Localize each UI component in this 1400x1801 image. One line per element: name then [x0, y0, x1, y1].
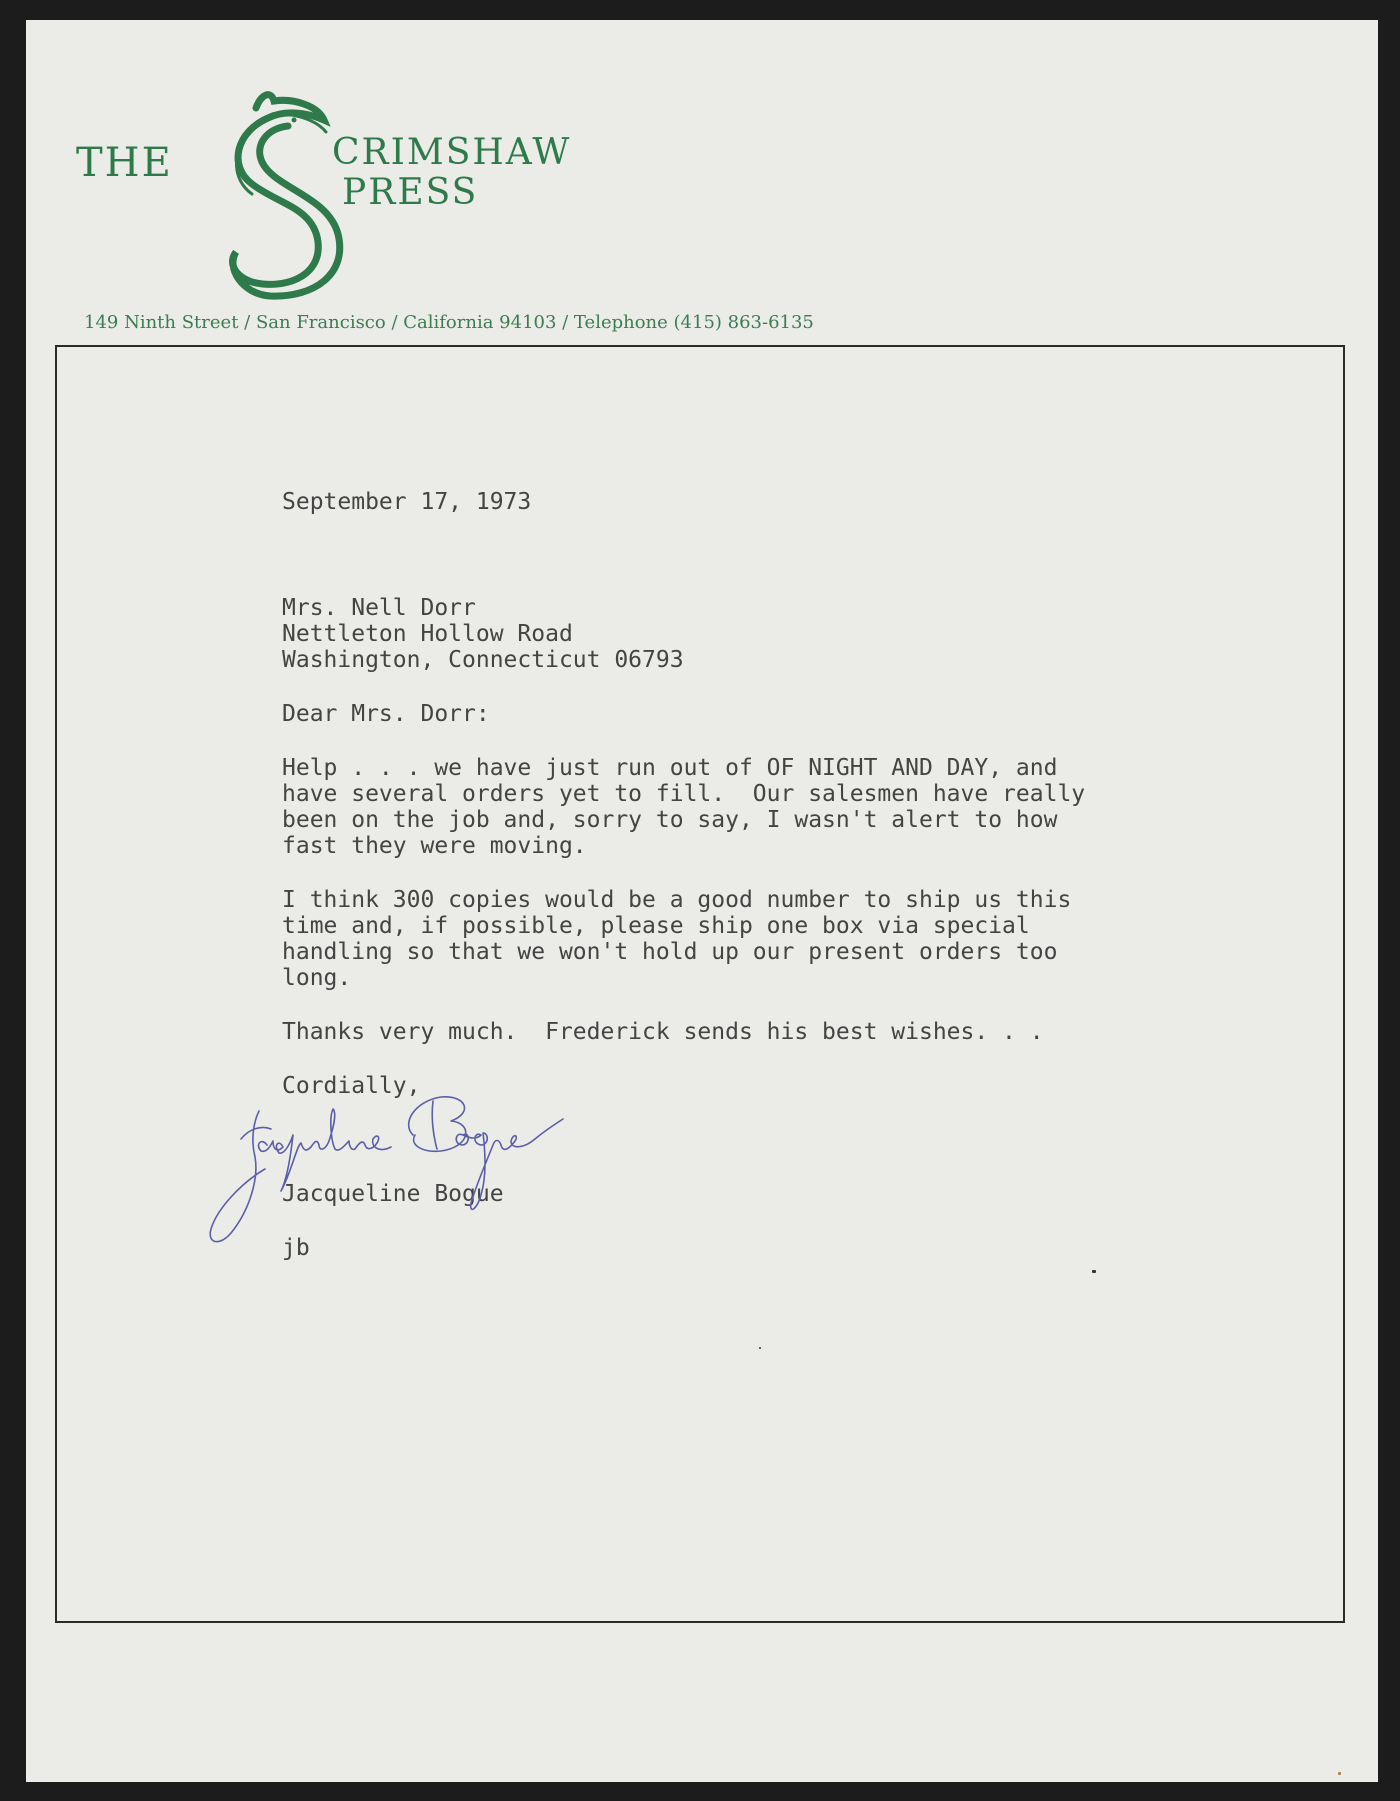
paragraph-line: fast they were moving.	[282, 833, 587, 859]
letter-border	[55, 345, 1345, 1623]
salutation: Dear Mrs. Dorr:	[282, 701, 490, 727]
scrimshaw-s-fish-icon	[56, 76, 656, 306]
closing: Cordially,	[282, 1073, 421, 1099]
paragraph-line: long.	[282, 965, 352, 991]
typist-initials: jb	[282, 1235, 310, 1261]
paper-speck	[759, 1347, 761, 1349]
paragraph-line: time and, if possible, please ship one box via special	[282, 913, 1030, 939]
paragraph-line: Help . . . we have just run out of OF NIGHT AND DAY, and	[282, 755, 1058, 781]
recipient-street: Nettleton Hollow Road	[282, 621, 573, 647]
paragraph-line: I think 300 copies would be a good number to ship us this	[282, 887, 1072, 913]
letter-date: September 17, 1973	[282, 489, 532, 515]
paragraph-line: have several orders yet to fill. Our salesmen have really	[282, 781, 1086, 807]
recipient-city: Washington, Connecticut 06793	[282, 647, 684, 673]
signer-name: Jacqueline Bogue	[282, 1181, 504, 1207]
letterhead-address: 149 Ninth Street / San Francisco / California 94103 / Telephone (415) 863-6135	[84, 312, 814, 333]
paragraph-line: Thanks very much. Frederick sends his best wishes. . .	[282, 1019, 1044, 1045]
svg-text:PRESS: PRESS	[342, 172, 479, 213]
paper-speck	[1092, 1270, 1096, 1273]
paragraph-line: handling so that we won't hold up our present orders too	[282, 939, 1058, 965]
svg-text:CRIMSHAW: CRIMSHAW	[332, 132, 572, 173]
paper-speck	[1338, 1772, 1341, 1775]
handwritten-signature	[201, 1083, 671, 1253]
svg-text:THE: THE	[76, 140, 173, 186]
recipient-name: Mrs. Nell Dorr	[282, 595, 476, 621]
letter-paper	[26, 20, 1378, 1782]
scrimshaw-press-logo	[56, 76, 656, 306]
paragraph-line: been on the job and, sorry to say, I wasn't alert to how	[282, 807, 1058, 833]
